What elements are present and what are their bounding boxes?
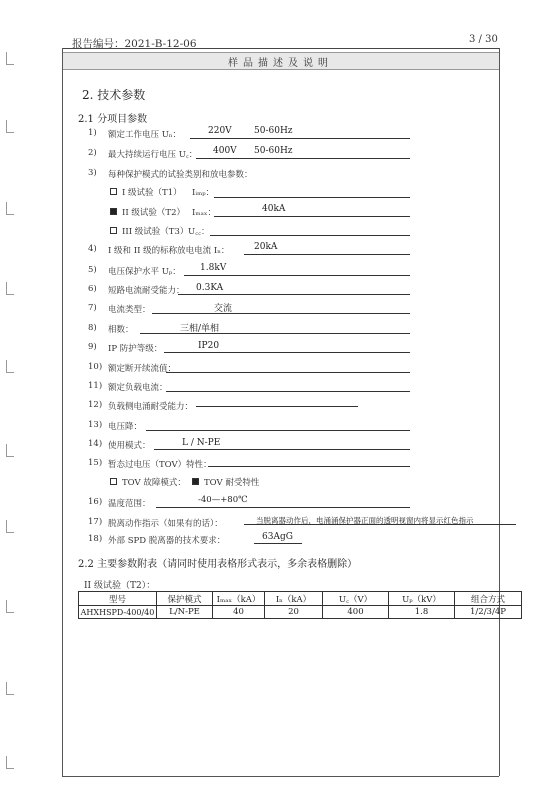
fill-line bbox=[214, 216, 410, 217]
fill-line bbox=[140, 333, 410, 334]
table-cell: 1.8 bbox=[389, 606, 455, 619]
param-value: 三相/单相 bbox=[180, 324, 220, 334]
tov-option-label: TOV 故障模式： bbox=[122, 478, 186, 488]
fill-line bbox=[214, 197, 410, 198]
table-header-cell: 型号 bbox=[79, 592, 157, 606]
binder-mark bbox=[6, 360, 14, 373]
frame-bottom-line bbox=[62, 776, 499, 777]
param-value: 63AgG bbox=[262, 532, 293, 542]
param-value: L / N-PE bbox=[182, 438, 221, 448]
section-title: 2. 技术参数 bbox=[82, 88, 146, 102]
param-label: 负载侧电涌耐受能力： bbox=[108, 402, 194, 412]
param-label: 使用模式： bbox=[108, 441, 151, 451]
binder-mark bbox=[6, 682, 14, 695]
fill-line bbox=[196, 406, 358, 407]
binder-mark bbox=[6, 444, 14, 457]
binder-mark bbox=[6, 282, 14, 295]
table-cell: 400 bbox=[323, 606, 389, 619]
fill-line bbox=[244, 524, 516, 525]
frame-left-line bbox=[62, 48, 63, 776]
param-label: 脱离动作指示（如果有的话）： bbox=[108, 519, 223, 529]
fill-line bbox=[166, 391, 410, 392]
checkbox-tov-fault[interactable] bbox=[110, 478, 117, 485]
param-number: 17) bbox=[88, 517, 103, 527]
binder-mark bbox=[6, 756, 14, 769]
param-label: IP 防护等级： bbox=[108, 344, 163, 354]
param-label: 外部 SPD 脱离器的技术要求： bbox=[108, 536, 226, 546]
param-label: 短路电流耐受能力： bbox=[108, 286, 185, 296]
param-label: 相数： bbox=[108, 325, 134, 335]
param-label: I 级和 II 级的标称放电电流 Iₙ： bbox=[108, 246, 230, 256]
param-number: 7) bbox=[88, 303, 97, 313]
param-value-frequency: 50-60Hz bbox=[254, 126, 293, 136]
param-number: 6) bbox=[88, 284, 97, 294]
param-label: 暂态过电压（TOV）特性： bbox=[108, 460, 212, 470]
test-symbol: U꜀꜀： bbox=[188, 227, 210, 237]
test-symbol: Iᵢₘₚ： bbox=[192, 188, 215, 198]
checkbox-t3[interactable] bbox=[110, 227, 117, 234]
param-value: -40—+80℃ bbox=[198, 495, 248, 505]
fill-line bbox=[254, 543, 302, 544]
fill-line bbox=[166, 372, 410, 373]
fill-line bbox=[164, 352, 410, 353]
param-number: 3) bbox=[88, 168, 97, 178]
param-label: 电流类型： bbox=[108, 305, 151, 315]
binder-mark bbox=[6, 120, 14, 133]
param-number: 14) bbox=[88, 439, 103, 449]
table-row bbox=[79, 606, 522, 619]
test-label: I 级试验（T1） bbox=[122, 188, 182, 198]
param-number: 11) bbox=[88, 381, 103, 391]
param-number: 10) bbox=[88, 362, 103, 372]
param-label: 温度范围： bbox=[108, 499, 151, 509]
param-number: 4) bbox=[88, 244, 97, 254]
param-label: 额定负载电流： bbox=[108, 383, 168, 393]
param-number: 16) bbox=[88, 497, 103, 507]
subsection-title: 2.2 主要参数附表（请同时使用表格形式表示，多余表格删除） bbox=[78, 559, 358, 570]
param-label: 每种保护模式的试验类别和放电参数： bbox=[108, 170, 253, 180]
param-label: 电压降： bbox=[108, 422, 143, 432]
table-header-cell: 保护模式 bbox=[157, 592, 213, 606]
param-number: 18) bbox=[88, 534, 103, 544]
binder-mark bbox=[6, 202, 14, 215]
param-value: 20kA bbox=[254, 242, 278, 252]
param-number: 2) bbox=[88, 148, 97, 158]
table-cell: 40 bbox=[213, 606, 265, 619]
param-value: 1.8kV bbox=[200, 263, 227, 273]
fill-line bbox=[152, 313, 410, 314]
checkbox-tov-withstand[interactable] bbox=[192, 478, 199, 485]
param-value: 220V bbox=[208, 126, 232, 136]
param-label: 电压保护水平 Uₚ： bbox=[108, 267, 181, 277]
param-label: 额定工作电压 Uₙ： bbox=[108, 130, 182, 140]
test-value: 40kA bbox=[262, 204, 286, 214]
frame-right-line bbox=[499, 48, 500, 776]
fill-line bbox=[244, 254, 410, 255]
table-header-cell: Uₚ（kV） bbox=[389, 592, 455, 606]
fill-line bbox=[210, 235, 410, 236]
param-label: 最大持续运行电压 U꜀： bbox=[108, 150, 198, 160]
table-cell: 1/2/3/4P bbox=[455, 606, 522, 619]
param-value: 0.3KA bbox=[196, 283, 224, 293]
binder-mark bbox=[6, 52, 14, 65]
binder-mark bbox=[6, 600, 14, 613]
fill-line bbox=[196, 158, 410, 159]
report-number: 报告编号：2021-B-12-06 bbox=[72, 38, 197, 50]
table-cell: AHXHSPD-400/40 bbox=[79, 606, 157, 619]
banner-title: 样品描述及说明 bbox=[228, 58, 333, 69]
fill-line bbox=[184, 275, 410, 276]
table-header-cell: Iₙ（kA） bbox=[265, 592, 323, 606]
table-header-cell: U꜀（V） bbox=[323, 592, 389, 606]
subsection-title: 2.1 分项目参数 bbox=[78, 114, 148, 125]
test-label: III 级试验（T3） bbox=[122, 227, 189, 237]
param-number: 15) bbox=[88, 458, 103, 468]
parameter-table bbox=[78, 591, 522, 619]
fill-line bbox=[208, 466, 410, 467]
fill-line bbox=[154, 449, 410, 450]
binder-mark bbox=[6, 520, 14, 533]
table-cell: L/N-PE bbox=[157, 606, 213, 619]
param-number: 5) bbox=[88, 265, 97, 275]
param-number: 1) bbox=[88, 128, 97, 138]
checkbox-t1[interactable] bbox=[110, 188, 117, 195]
table-header-cell: 组合方式 bbox=[455, 592, 522, 606]
test-symbol: Iₘₐₓ： bbox=[192, 208, 216, 218]
param-number: 12) bbox=[88, 400, 103, 410]
param-label: 额定断开续流值： bbox=[108, 364, 177, 374]
param-number: 9) bbox=[88, 342, 97, 352]
checkbox-t2[interactable] bbox=[110, 208, 117, 215]
table-header-row bbox=[79, 592, 522, 606]
fill-line bbox=[190, 138, 410, 139]
fill-line bbox=[156, 507, 410, 508]
param-number: 8) bbox=[88, 323, 97, 333]
fill-line bbox=[146, 430, 410, 431]
param-value-frequency: 50-60Hz bbox=[254, 146, 293, 156]
param-number: 13) bbox=[88, 420, 103, 430]
param-value: 400V bbox=[213, 146, 237, 156]
fill-line bbox=[178, 294, 410, 295]
param-value: 交流 bbox=[214, 304, 233, 314]
page-number: 3 / 30 bbox=[469, 34, 498, 45]
test-label: II 级试验（T2） bbox=[122, 208, 185, 218]
frame-top-line bbox=[62, 48, 499, 49]
table-header-cell: Iₘₐₓ（kA） bbox=[213, 592, 265, 606]
tov-option-label: TOV 耐受特性 bbox=[204, 478, 260, 488]
table-cell: 20 bbox=[265, 606, 323, 619]
param-value: IP20 bbox=[198, 341, 220, 351]
param-value: 当脱离器动作后，电涌涌保护器正面的透明视窗内将显示红色指示 bbox=[256, 516, 474, 525]
table-caption: II 级试验（T2）： bbox=[84, 581, 156, 591]
